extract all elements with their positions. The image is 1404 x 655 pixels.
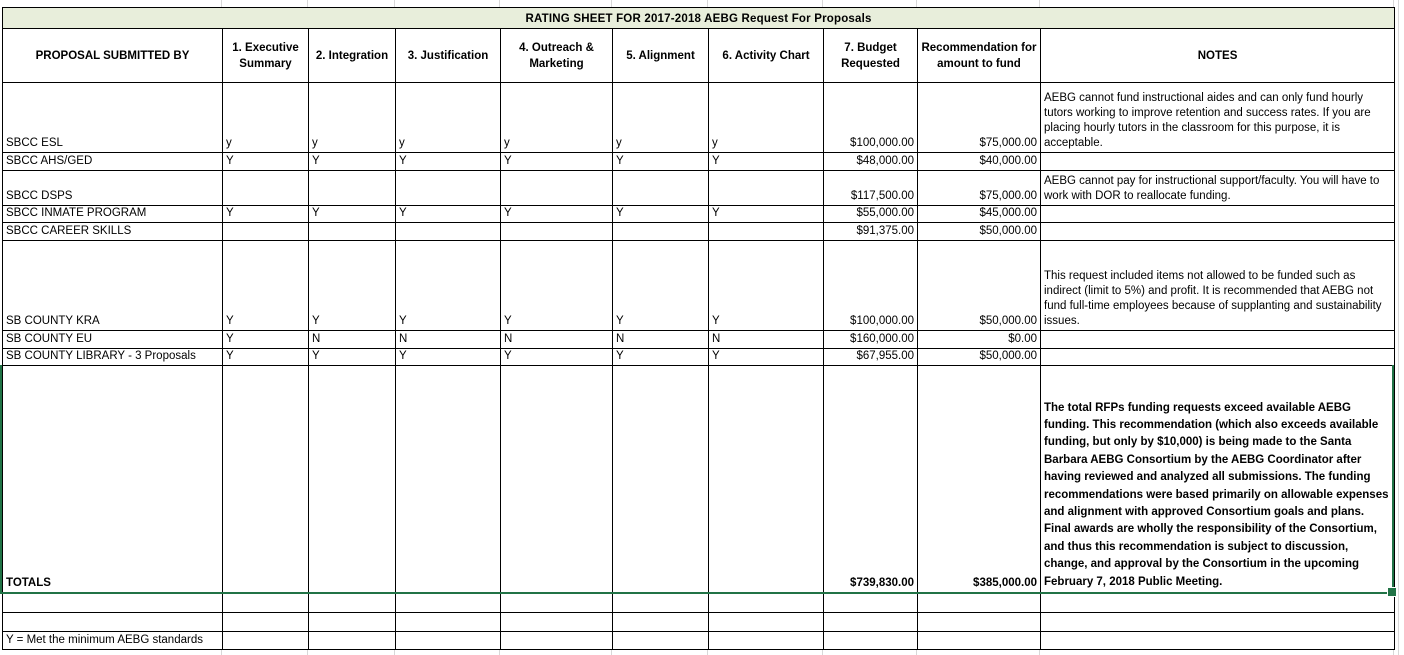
empty-cell[interactable]: [709, 613, 824, 632]
empty-cell[interactable]: [3, 613, 223, 632]
rating-cell[interactable]: Y: [309, 241, 396, 331]
notes-cell[interactable]: The total RFPs funding requests exceed available AEBG funding. This recommendation (which also exceeds available funding, but only by $10,000) is being made to the Santa Barbara AEBG Consortium by the AEBG Coordinator after having reviewed and analyzed all submissions. The funding recommendations were based primarily on allowable expenses and alignment with approved Consortium goals and plans. Final awards are wholly the responsibility of the Consortium, and thus this recommendation is subject to discussion, change, and approval by the Consortium in the upcoming February 7, 2018 Public Meeting.: [1041, 366, 1395, 593]
gridline: [221, 0, 222, 7]
empty-cell[interactable]: [223, 632, 309, 650]
recommendation-cell[interactable]: $75,000.00: [918, 83, 1041, 153]
rating-cell[interactable]: y: [309, 83, 396, 153]
rating-cell[interactable]: [709, 171, 824, 206]
empty-cell[interactable]: [824, 632, 918, 650]
empty-cell[interactable]: [3, 593, 223, 613]
blank-row: [3, 593, 1395, 613]
header-row: [3, 29, 1395, 83]
notes-cell[interactable]: [1041, 153, 1395, 171]
rating-cell[interactable]: [613, 223, 709, 241]
rating-cell[interactable]: y: [709, 83, 824, 153]
rating-cell[interactable]: N: [709, 331, 824, 349]
empty-cell[interactable]: [709, 593, 824, 613]
column-header-justification[interactable]: 3. Justification: [396, 29, 501, 83]
table-row: [3, 241, 1395, 331]
rating-cell[interactable]: Y: [396, 241, 501, 331]
rating-cell[interactable]: [223, 223, 309, 241]
gridline: [1398, 0, 1399, 655]
table-row: [3, 83, 1395, 153]
table-row: [3, 153, 1395, 171]
rating-cell[interactable]: Y: [501, 241, 613, 331]
rating-cell[interactable]: Y: [223, 153, 309, 171]
proposal-name-cell[interactable]: TOTALS: [3, 366, 223, 593]
rating-cell[interactable]: [309, 171, 396, 206]
empty-cell[interactable]: [309, 632, 396, 650]
column-header-alignment[interactable]: 5. Alignment: [613, 29, 709, 83]
rating-cell[interactable]: N: [396, 331, 501, 349]
legend-row: [3, 632, 1395, 650]
column-header-recommendation[interactable]: Recommendation for amount to fund: [918, 29, 1041, 83]
totals-row: [3, 366, 1395, 593]
legend-cell[interactable]: Y = Met the minimum AEBG standards: [3, 632, 223, 650]
table-row: [3, 206, 1395, 223]
rating-cell[interactable]: [709, 223, 824, 241]
notes-cell[interactable]: AEBG cannot pay for instructional support/faculty. You will have to work with DOR to reallocate funding.: [1041, 171, 1395, 206]
recommendation-cell[interactable]: $50,000.00: [918, 223, 1041, 241]
rating-cell[interactable]: y: [223, 83, 309, 153]
rating-cell[interactable]: Y: [501, 153, 613, 171]
rating-cell[interactable]: N: [501, 331, 613, 349]
gridline: [822, 0, 823, 7]
table-row: [3, 331, 1395, 349]
gridline: [1393, 0, 1394, 7]
rating-cell[interactable]: [223, 366, 309, 593]
recommendation-cell[interactable]: $50,000.00: [918, 349, 1041, 366]
gridline: [611, 650, 612, 655]
empty-cell[interactable]: [309, 613, 396, 632]
rating-table: [2, 7, 1395, 650]
table-row: [3, 349, 1395, 366]
proposal-name-cell[interactable]: SB COUNTY LIBRARY - 3 Proposals: [3, 349, 223, 366]
empty-cell[interactable]: [309, 593, 396, 613]
notes-cell[interactable]: AEBG cannot fund instructional aides and can only fund hourly tutors working to improve retention and success rates. If you are placing hourly tutors in the classroom for this purpose, it is acceptable.: [1041, 83, 1395, 153]
notes-cell[interactable]: [1041, 349, 1395, 366]
proposal-name-cell[interactable]: SBCC CAREER SKILLS: [3, 223, 223, 241]
rating-cell[interactable]: [396, 223, 501, 241]
column-header-integration[interactable]: 2. Integration: [309, 29, 396, 83]
recommendation-cell[interactable]: $0.00: [918, 331, 1041, 349]
table-row: [3, 171, 1395, 206]
rating-cell[interactable]: [501, 171, 613, 206]
proposal-name-cell[interactable]: SBCC INMATE PROGRAM: [3, 206, 223, 223]
rating-cell[interactable]: Y: [223, 349, 309, 366]
column-header-budget[interactable]: 7. Budget Requested: [824, 29, 918, 83]
empty-cell[interactable]: [613, 593, 709, 613]
budget-requested-cell[interactable]: $91,375.00: [824, 223, 918, 241]
rating-cell[interactable]: Y: [613, 206, 709, 223]
rating-cell[interactable]: Y: [309, 206, 396, 223]
rating-cell[interactable]: Y: [709, 241, 824, 331]
budget-requested-cell[interactable]: $67,955.00: [824, 349, 918, 366]
sheet-title-cell[interactable]: RATING SHEET FOR 2017-2018 AEBG Request For Proposals: [3, 8, 1395, 29]
blank-row: [3, 613, 1395, 632]
gridline: [707, 0, 708, 7]
rating-cell[interactable]: Y: [613, 153, 709, 171]
budget-requested-cell[interactable]: $48,000.00: [824, 153, 918, 171]
rating-cell[interactable]: Y: [709, 206, 824, 223]
rating-cell[interactable]: N: [309, 331, 396, 349]
notes-cell[interactable]: [1041, 223, 1395, 241]
notes-cell[interactable]: [1041, 206, 1395, 223]
recommendation-cell[interactable]: $75,000.00: [918, 171, 1041, 206]
rating-cell[interactable]: y: [396, 83, 501, 153]
rating-cell[interactable]: [396, 171, 501, 206]
gridline: [1393, 650, 1394, 655]
gridline: [1039, 650, 1040, 655]
proposal-name-cell[interactable]: SBCC DSPS: [3, 171, 223, 206]
rating-cell[interactable]: Y: [309, 153, 396, 171]
gridline: [394, 650, 395, 655]
proposal-name-cell[interactable]: SB COUNTY KRA: [3, 241, 223, 331]
empty-cell[interactable]: [1041, 593, 1395, 613]
empty-cell[interactable]: [396, 593, 501, 613]
notes-cell[interactable]: This request included items not allowed to be funded such as indirect (limit to 5%) and profit. It is recommended that AEBG not fund full-time employees because of supplanting and sustainability issues.: [1041, 241, 1395, 331]
rating-cell[interactable]: [501, 223, 613, 241]
proposal-name-cell[interactable]: SB COUNTY EU: [3, 331, 223, 349]
budget-requested-cell[interactable]: $100,000.00: [824, 241, 918, 331]
rating-cell[interactable]: Y: [709, 349, 824, 366]
empty-cell[interactable]: [501, 593, 613, 613]
empty-cell[interactable]: [223, 613, 309, 632]
rating-cell[interactable]: Y: [613, 349, 709, 366]
rating-cell[interactable]: Y: [396, 349, 501, 366]
gridline: [916, 0, 917, 7]
gridline: [916, 650, 917, 655]
empty-cell[interactable]: [824, 613, 918, 632]
column-header-activity-chart[interactable]: 6. Activity Chart: [709, 29, 824, 83]
empty-cell[interactable]: [613, 632, 709, 650]
rating-cell[interactable]: Y: [396, 153, 501, 171]
gridline: [499, 650, 500, 655]
table-row: [3, 223, 1395, 241]
empty-cell[interactable]: [501, 613, 613, 632]
recommendation-cell[interactable]: $50,000.00: [918, 241, 1041, 331]
recommendation-cell[interactable]: $385,000.00: [918, 366, 1041, 593]
rating-cell[interactable]: [613, 171, 709, 206]
column-header-proposal[interactable]: PROPOSAL SUBMITTED BY: [3, 29, 223, 83]
empty-cell[interactable]: [709, 632, 824, 650]
rating-cell[interactable]: Y: [709, 153, 824, 171]
empty-cell[interactable]: [1041, 632, 1395, 650]
budget-requested-cell[interactable]: $160,000.00: [824, 331, 918, 349]
rating-cell[interactable]: [309, 223, 396, 241]
gridline: [822, 650, 823, 655]
rating-cell[interactable]: [501, 366, 613, 593]
rating-cell[interactable]: Y: [223, 241, 309, 331]
gridline: [499, 0, 500, 7]
rating-cell[interactable]: [223, 171, 309, 206]
empty-cell[interactable]: [613, 613, 709, 632]
proposal-name-cell[interactable]: SBCC AHS/GED: [3, 153, 223, 171]
rating-cell[interactable]: y: [613, 83, 709, 153]
empty-cell[interactable]: [1041, 613, 1395, 632]
empty-cell[interactable]: [396, 632, 501, 650]
proposal-name-cell[interactable]: SBCC ESL: [3, 83, 223, 153]
empty-cell[interactable]: [918, 632, 1041, 650]
budget-requested-cell[interactable]: $55,000.00: [824, 206, 918, 223]
budget-requested-cell[interactable]: $117,500.00: [824, 171, 918, 206]
empty-cell[interactable]: [918, 593, 1041, 613]
gridline: [707, 650, 708, 655]
gridline: [221, 650, 222, 655]
empty-cell[interactable]: [918, 613, 1041, 632]
rating-cell[interactable]: Y: [396, 206, 501, 223]
gridline: [307, 0, 308, 7]
rating-cell[interactable]: Y: [501, 349, 613, 366]
rating-cell[interactable]: Y: [223, 331, 309, 349]
empty-cell[interactable]: [223, 593, 309, 613]
gridline: [394, 0, 395, 7]
rating-cell[interactable]: [396, 366, 501, 593]
gridline: [307, 650, 308, 655]
empty-cell[interactable]: [501, 632, 613, 650]
empty-cell[interactable]: [824, 593, 918, 613]
rating-cell[interactable]: N: [613, 331, 709, 349]
title-row: [3, 8, 1395, 29]
notes-cell[interactable]: [1041, 331, 1395, 349]
column-header-notes[interactable]: NOTES: [1041, 29, 1395, 83]
empty-cell[interactable]: [396, 613, 501, 632]
budget-requested-cell[interactable]: $739,830.00: [824, 366, 918, 593]
gridline: [1039, 0, 1040, 7]
rating-cell[interactable]: Y: [223, 206, 309, 223]
selection-fill-handle[interactable]: [1387, 587, 1397, 597]
column-header-outreach[interactable]: 4. Outreach & Marketing: [501, 29, 613, 83]
rating-cell[interactable]: Y: [613, 241, 709, 331]
rating-cell[interactable]: [613, 366, 709, 593]
rating-cell[interactable]: [709, 366, 824, 593]
rating-cell[interactable]: Y: [501, 206, 613, 223]
recommendation-cell[interactable]: $45,000.00: [918, 206, 1041, 223]
recommendation-cell[interactable]: $40,000.00: [918, 153, 1041, 171]
column-header-exec-summary[interactable]: 1. Executive Summary: [223, 29, 309, 83]
rating-cell[interactable]: y: [501, 83, 613, 153]
gridline: [611, 0, 612, 7]
rating-cell[interactable]: Y: [309, 349, 396, 366]
rating-cell[interactable]: [309, 366, 396, 593]
budget-requested-cell[interactable]: $100,000.00: [824, 83, 918, 153]
